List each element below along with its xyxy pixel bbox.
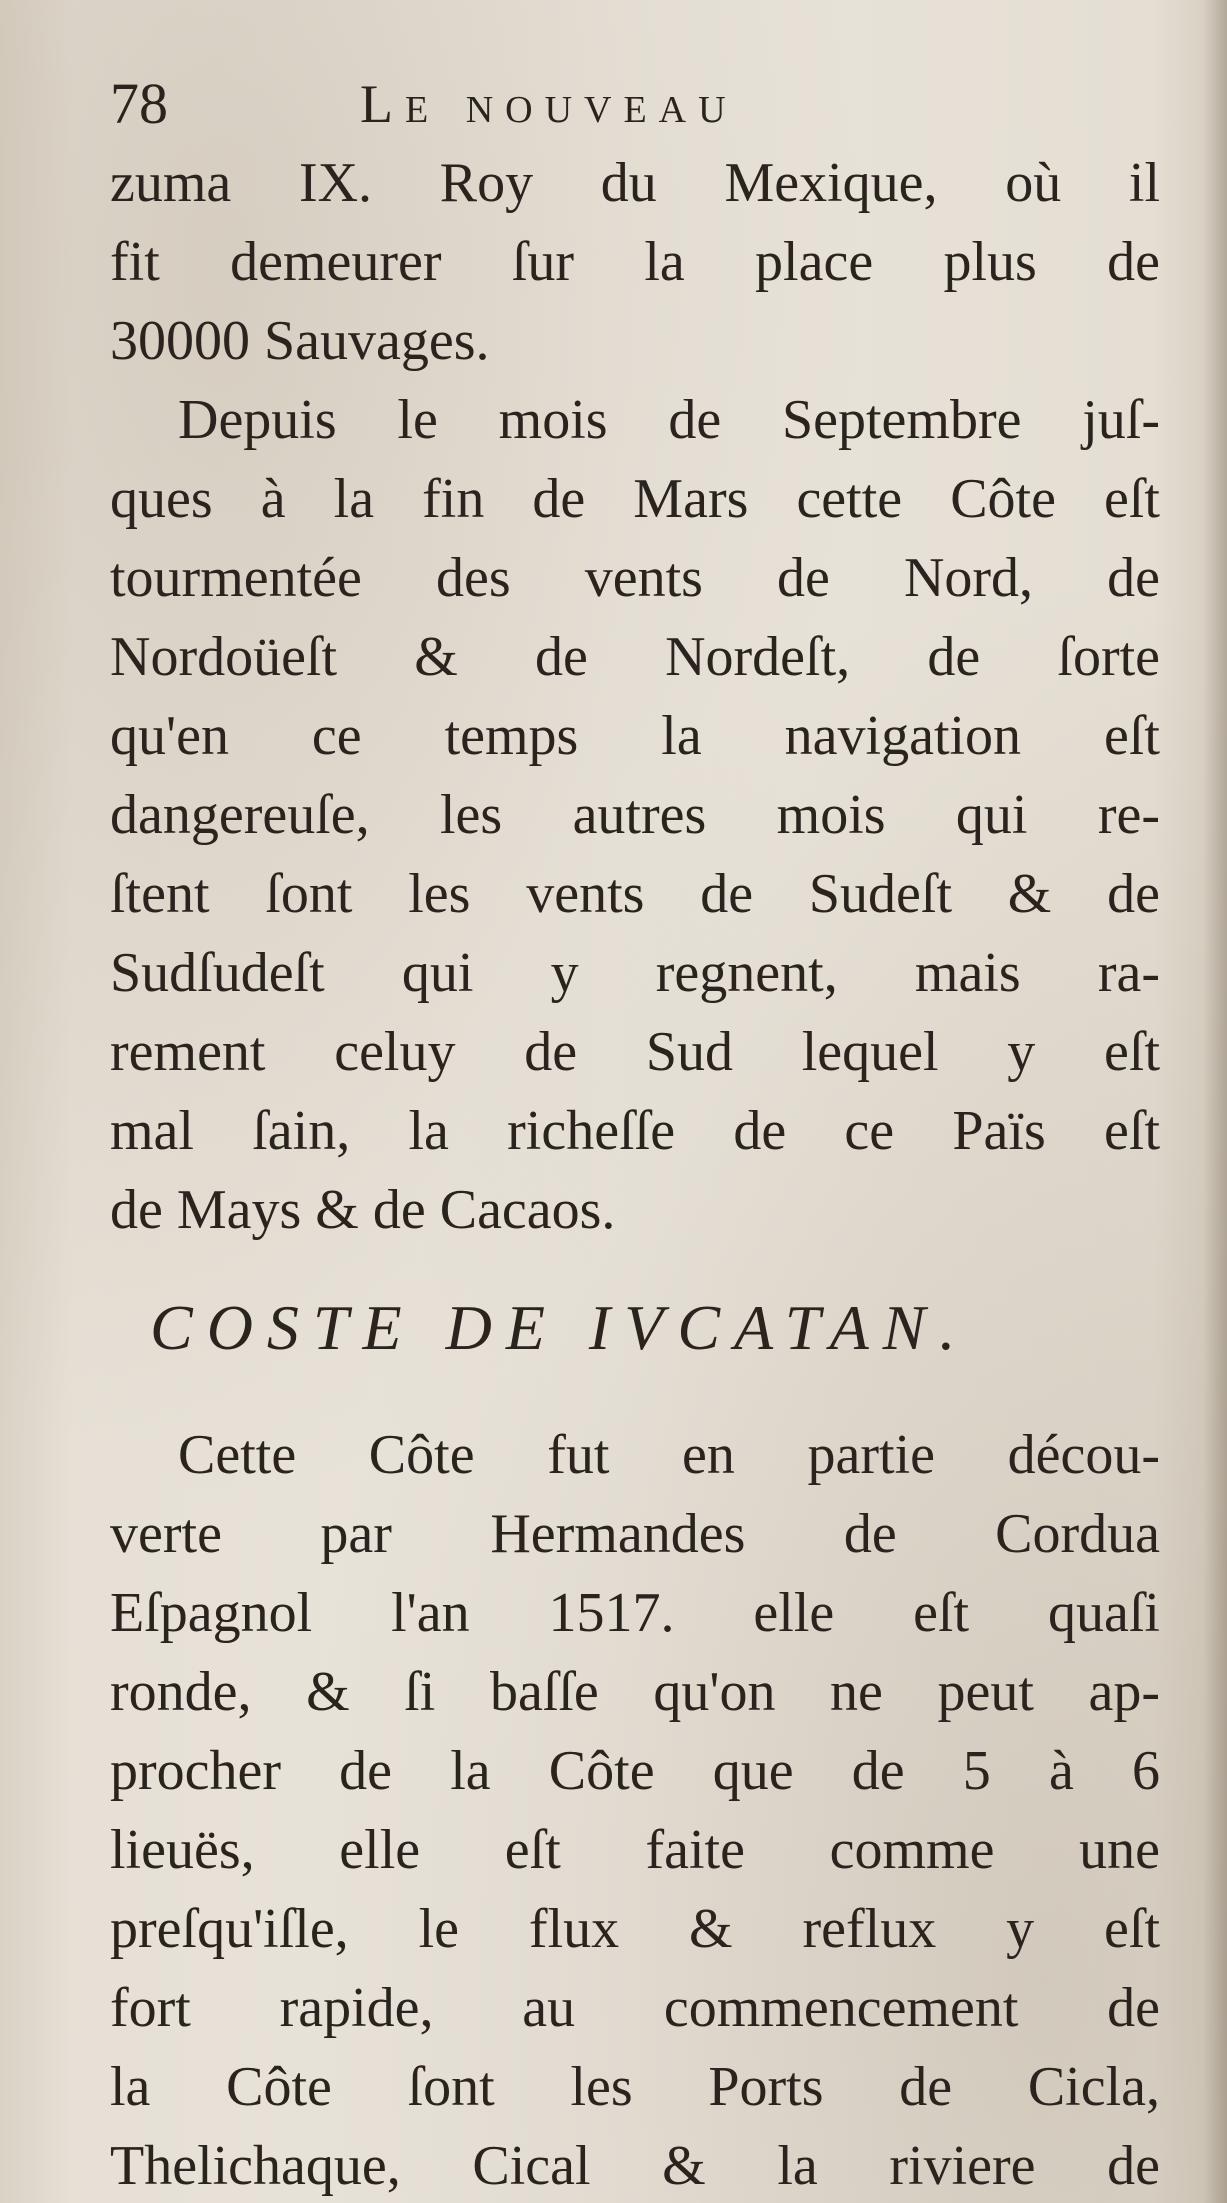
text-line: dangereuſe, les autres mois qui re-	[110, 784, 1160, 846]
text-line: la Côte ſont les Ports de Cicla,	[110, 2056, 1160, 2118]
text-line: Depuis le mois de Septembre juſ-	[178, 389, 1160, 451]
text-line: rement celuy de Sud lequel y eſt	[110, 1021, 1160, 1083]
text-line: ques à la fin de Mars cette Côte eſt	[110, 468, 1160, 530]
text-line: ſtent ſont les vents de Sudeſt & de	[110, 863, 1160, 925]
text-line: ronde, & ſi baſſe qu'on ne peut ap-	[110, 1661, 1160, 1723]
text-line: Thelichaque, Cical & la riviere de	[110, 2135, 1160, 2197]
page-number: 78	[110, 71, 168, 136]
text-line: procher de la Côte que de 5 à 6	[110, 1740, 1160, 1802]
text-line: tourmentée des vents de Nord, de	[110, 547, 1160, 609]
page-edge-shadow	[1203, 0, 1227, 2203]
text-line: preſqu'iſle, le flux & reflux y eſt	[110, 1898, 1160, 1960]
text-line: qu'en ce temps la navigation eſt	[110, 705, 1160, 767]
text-line: 30000 Sauvages.	[110, 310, 490, 372]
text-line: Eſpagnol l'an 1517. elle eſt quaſi	[110, 1582, 1160, 1644]
text-line: zuma IX. Roy du Mexique, où il	[110, 152, 1160, 214]
text-line: Sudſudeſt qui y regnent, mais ra-	[110, 942, 1160, 1004]
text-line: de Mays & de Cacaos.	[110, 1179, 616, 1241]
text-line: verte par Hermandes de Cordua	[110, 1503, 1160, 1565]
text-line: lieuës, elle eſt faite comme une	[110, 1819, 1160, 1881]
text-line: fit demeurer ſur la place plus de	[110, 231, 1160, 293]
page-header	[110, 66, 1160, 142]
body-text	[110, 144, 1160, 2203]
running-head: Le nouveau	[360, 74, 738, 134]
text-line: Cette Côte fut en partie décou-	[178, 1424, 1160, 1486]
text-line: fort rapide, au commencement de	[110, 1977, 1160, 2039]
text-line: Nordoüeſt & de Nordeſt, de ſorte	[110, 626, 1160, 688]
section-heading: COSTE DE IVCATAN.	[150, 1292, 970, 1363]
text-line: mal ſain, la richeſſe de ce Païs eſt	[110, 1100, 1160, 1162]
